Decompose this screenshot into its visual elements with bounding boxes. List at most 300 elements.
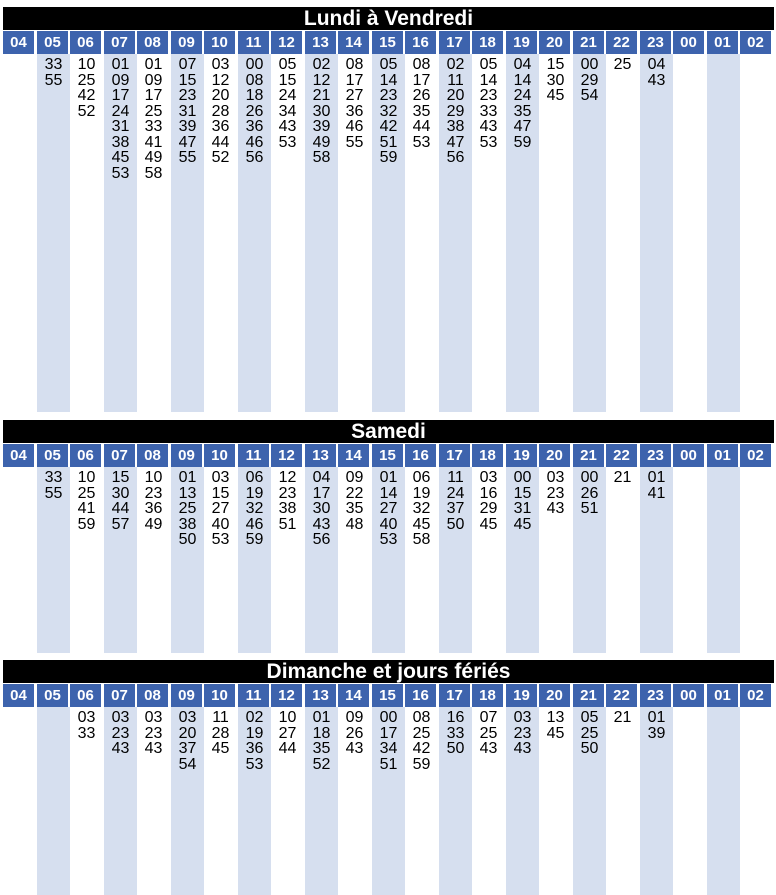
hour-label: 13 <box>305 31 336 54</box>
hour-label: 05 <box>37 31 68 54</box>
departure-minute: 11 <box>447 71 464 89</box>
hour-label: 13 <box>305 444 336 467</box>
departure-minute: 23 <box>513 724 532 742</box>
departure-minute: 53 <box>379 531 398 548</box>
departure-minute: 28 <box>211 102 230 120</box>
departure-minute: 03 <box>211 56 230 73</box>
hour-column <box>539 54 572 412</box>
departure-minute: 54 <box>178 755 197 773</box>
hour-column <box>171 467 204 653</box>
departure-minute: 38 <box>278 500 297 517</box>
departure-minute: 00 <box>580 56 599 73</box>
departure-minute: 38 <box>111 133 130 151</box>
departure-minute: 29 <box>446 102 465 120</box>
departure-minute: 43 <box>144 740 163 757</box>
hour-column <box>305 54 338 412</box>
departure-minute: 45 <box>479 515 498 533</box>
hour-label: 17 <box>439 444 470 467</box>
departure-minute: 09 <box>144 71 163 89</box>
departure-minute: 22 <box>345 484 364 502</box>
departure-minute: 12 <box>312 71 331 89</box>
hour-header-row <box>3 684 774 707</box>
departure-minute: 17 <box>345 71 364 89</box>
hour-column <box>640 707 673 895</box>
hour-label: 12 <box>271 444 302 467</box>
section-title: Dimanche et jours fériés <box>3 660 774 683</box>
departure-minute: 19 <box>245 484 264 502</box>
departure-minute: 25 <box>144 102 163 120</box>
hour-column <box>3 707 36 895</box>
hour-label: 14 <box>338 444 369 467</box>
departure-minute: 43 <box>546 500 565 517</box>
departure-minute: 03 <box>211 469 230 486</box>
departure-minute: 31 <box>513 500 532 517</box>
departure-minute: 26 <box>245 102 264 120</box>
hour-label: 12 <box>271 31 302 54</box>
hour-label: 01 <box>707 444 738 467</box>
departure-minute: 40 <box>211 515 230 533</box>
departure-minute: 32 <box>412 500 431 517</box>
minutes-grid <box>3 707 774 895</box>
departure-minute: 45 <box>546 87 565 104</box>
departure-minute: 33 <box>479 102 498 120</box>
hour-column <box>573 467 606 653</box>
departure-minute: 39 <box>312 118 331 135</box>
departure-minute: 16 <box>479 484 498 502</box>
departure-minute: 49 <box>144 149 163 166</box>
hour-column <box>3 54 36 412</box>
departure-minute: 20 <box>211 87 230 104</box>
departure-minute: 55 <box>345 133 364 151</box>
hour-column <box>70 707 103 895</box>
departure-minute: 09 <box>111 71 130 89</box>
departure-minute: 27 <box>278 724 297 742</box>
hour-column <box>338 467 371 653</box>
departure-minute: 53 <box>111 164 130 182</box>
departure-minute: 15 <box>546 56 565 73</box>
hour-label: 01 <box>707 684 738 707</box>
departure-minute: 12 <box>211 71 230 89</box>
hour-label: 10 <box>204 444 235 467</box>
departure-minute: 53 <box>245 755 264 773</box>
departure-minute: 30 <box>111 484 130 502</box>
hour-label: 09 <box>171 444 202 467</box>
departure-minute: 47 <box>513 118 532 135</box>
departure-minute: 59 <box>412 755 431 773</box>
departure-minute: 49 <box>312 133 331 151</box>
departure-minute: 55 <box>44 484 63 502</box>
hour-column <box>271 467 304 653</box>
hour-column <box>305 707 338 895</box>
departure-minute: 08 <box>345 56 364 73</box>
departure-minute: 44 <box>278 740 297 757</box>
departure-minute: 03 <box>111 709 130 726</box>
departure-minute: 41 <box>144 133 163 151</box>
hour-label: 14 <box>338 684 369 707</box>
hour-label: 08 <box>137 444 168 467</box>
hour-column <box>673 467 706 653</box>
departure-minute: 25 <box>178 500 197 517</box>
departure-minute: 04 <box>312 469 331 486</box>
departure-minute: 45 <box>111 149 130 166</box>
departure-minute: 01 <box>144 56 163 73</box>
hour-label: 10 <box>204 31 235 54</box>
hour-column <box>171 54 204 412</box>
departure-minute: 59 <box>77 515 96 533</box>
hour-label: 19 <box>506 31 537 54</box>
hour-label: 23 <box>640 31 671 54</box>
departure-minute: 17 <box>379 724 398 742</box>
hour-label: 23 <box>640 444 671 467</box>
departure-minute: 50 <box>580 740 599 757</box>
departure-minute: 51 <box>580 500 599 517</box>
departure-minute: 03 <box>77 709 96 726</box>
hour-column <box>137 54 170 412</box>
departure-minute: 06 <box>245 469 264 486</box>
departure-minute: 13 <box>178 484 197 502</box>
departure-minute: 04 <box>647 56 666 73</box>
departure-minute: 24 <box>446 484 465 502</box>
departure-minute: 43 <box>111 740 130 757</box>
hour-column <box>506 467 539 653</box>
departure-minute: 15 <box>513 484 532 502</box>
hour-label: 16 <box>405 444 436 467</box>
hour-column <box>204 54 237 412</box>
departure-minute: 08 <box>245 71 264 89</box>
hour-column <box>204 467 237 653</box>
departure-minute: 10 <box>144 469 163 486</box>
departure-minute: 23 <box>144 724 163 742</box>
hour-label: 07 <box>104 31 135 54</box>
departure-minute: 42 <box>412 740 431 757</box>
hour-label: 05 <box>37 684 68 707</box>
hour-column <box>707 467 740 653</box>
hour-label: 00 <box>673 31 704 54</box>
departure-minute: 02 <box>245 709 264 726</box>
departure-minute: 15 <box>278 71 297 89</box>
hour-column <box>137 707 170 895</box>
departure-minute: 21 <box>312 87 331 104</box>
departure-minute: 47 <box>446 133 465 151</box>
departure-minute: 52 <box>211 149 230 166</box>
hour-label: 17 <box>439 31 470 54</box>
departure-minute: 27 <box>379 500 398 517</box>
departure-minute: 33 <box>77 724 96 742</box>
departure-minute: 33 <box>44 56 63 73</box>
departure-minute: 23 <box>479 87 498 104</box>
hour-column <box>472 467 505 653</box>
section-title: Lundi à Vendredi <box>3 7 774 30</box>
hour-label: 09 <box>171 684 202 707</box>
departure-minute: 27 <box>345 87 364 104</box>
departure-minute: 24 <box>513 87 532 104</box>
hour-label: 21 <box>573 444 604 467</box>
hour-label: 00 <box>673 684 704 707</box>
section-weekdays <box>3 7 774 412</box>
departure-minute: 43 <box>345 740 364 757</box>
hour-column <box>707 707 740 895</box>
departure-minute: 33 <box>144 118 163 135</box>
departure-minute: 15 <box>111 469 130 486</box>
departure-minute: 51 <box>278 515 297 533</box>
departure-minute: 09 <box>345 469 364 486</box>
departure-minute: 51 <box>379 755 398 773</box>
hour-column <box>70 54 103 412</box>
hour-column <box>439 54 472 412</box>
hour-column <box>372 467 405 653</box>
departure-minute: 36 <box>345 102 364 120</box>
hour-label: 21 <box>573 684 604 707</box>
hour-label: 05 <box>37 444 68 467</box>
departure-minute: 45 <box>211 740 230 757</box>
departure-minute: 50 <box>446 515 465 533</box>
departure-minute: 54 <box>580 87 599 104</box>
hour-column <box>338 707 371 895</box>
departure-minute: 50 <box>178 531 197 548</box>
departure-minute: 11 <box>212 709 229 726</box>
departure-minute: 10 <box>278 709 297 726</box>
departure-minute: 48 <box>345 515 364 533</box>
hour-label: 18 <box>472 684 503 707</box>
hour-column <box>137 467 170 653</box>
hour-label: 02 <box>740 444 771 467</box>
hour-label: 04 <box>3 31 34 54</box>
hour-label: 19 <box>506 684 537 707</box>
hour-column <box>37 707 70 895</box>
hour-header-row <box>3 444 774 467</box>
departure-minute: 46 <box>245 133 264 151</box>
section-saturday <box>3 420 774 653</box>
hour-label: 15 <box>372 31 403 54</box>
departure-minute: 44 <box>111 500 130 517</box>
hour-label: 08 <box>137 31 168 54</box>
departure-minute: 56 <box>446 149 465 166</box>
departure-minute: 37 <box>446 500 465 517</box>
departure-minute: 42 <box>379 118 398 135</box>
hour-label: 07 <box>104 684 135 707</box>
departure-minute: 47 <box>178 133 197 151</box>
hour-column <box>506 707 539 895</box>
departure-minute: 18 <box>245 87 264 104</box>
departure-minute: 44 <box>412 118 431 135</box>
departure-minute: 12 <box>278 469 297 486</box>
departure-minute: 43 <box>647 71 666 89</box>
departure-minute: 58 <box>144 164 163 182</box>
departure-minute: 23 <box>546 484 565 502</box>
hour-label: 07 <box>104 444 135 467</box>
hour-label: 20 <box>539 444 570 467</box>
hour-label: 12 <box>271 684 302 707</box>
hour-label: 18 <box>472 31 503 54</box>
departure-minute: 03 <box>144 709 163 726</box>
departure-minute: 43 <box>278 118 297 135</box>
departure-minute: 53 <box>412 133 431 151</box>
departure-minute: 29 <box>580 71 599 89</box>
hour-header-row <box>3 31 774 54</box>
departure-minute: 45 <box>546 724 565 742</box>
departure-minute: 55 <box>178 149 197 166</box>
hour-column <box>539 707 572 895</box>
departure-minute: 32 <box>379 102 398 120</box>
departure-minute: 01 <box>111 56 130 73</box>
departure-minute: 06 <box>412 469 431 486</box>
hour-column <box>740 54 773 412</box>
departure-minute: 25 <box>77 484 96 502</box>
hour-label: 22 <box>606 684 637 707</box>
departure-minute: 57 <box>111 515 130 533</box>
departure-minute: 36 <box>245 118 264 135</box>
hour-column <box>238 707 271 895</box>
departure-minute: 07 <box>178 56 197 73</box>
hour-column <box>271 707 304 895</box>
hour-column <box>238 54 271 412</box>
departure-minute: 23 <box>379 87 398 104</box>
departure-minute: 44 <box>211 133 230 151</box>
departure-minute: 14 <box>479 71 498 89</box>
departure-minute: 50 <box>446 740 465 757</box>
hour-column <box>439 467 472 653</box>
departure-minute: 11 <box>447 469 464 486</box>
departure-minute: 34 <box>379 740 398 757</box>
hour-column <box>673 707 706 895</box>
hour-column <box>372 707 405 895</box>
departure-minute: 25 <box>613 56 632 73</box>
departure-minute: 41 <box>77 500 96 517</box>
hour-column <box>3 467 36 653</box>
hour-column <box>104 467 137 653</box>
departure-minute: 35 <box>412 102 431 120</box>
minutes-grid <box>3 54 774 412</box>
hour-label: 16 <box>405 684 436 707</box>
hour-label: 11 <box>238 684 269 707</box>
hour-column <box>305 467 338 653</box>
departure-minute: 36 <box>144 500 163 517</box>
hour-column <box>271 54 304 412</box>
departure-minute: 26 <box>412 87 431 104</box>
departure-minute: 30 <box>312 102 331 120</box>
hour-label: 13 <box>305 684 336 707</box>
hour-column <box>606 54 639 412</box>
hour-column <box>606 467 639 653</box>
departure-minute: 31 <box>178 102 197 120</box>
hour-column <box>740 467 773 653</box>
departure-minute: 58 <box>412 531 431 548</box>
departure-minute: 01 <box>647 709 666 726</box>
departure-minute: 45 <box>412 515 431 533</box>
departure-minute: 23 <box>278 484 297 502</box>
departure-minute: 24 <box>111 102 130 120</box>
departure-minute: 36 <box>211 118 230 135</box>
hour-column <box>104 54 137 412</box>
departure-minute: 05 <box>479 56 498 73</box>
hour-label: 20 <box>539 31 570 54</box>
departure-minute: 52 <box>77 102 96 120</box>
departure-minute: 00 <box>513 469 532 486</box>
departure-minute: 19 <box>412 484 431 502</box>
hour-label: 15 <box>372 684 403 707</box>
hour-label: 11 <box>238 31 269 54</box>
departure-minute: 23 <box>178 87 197 104</box>
departure-minute: 00 <box>245 56 264 73</box>
departure-minute: 21 <box>613 469 632 486</box>
departure-minute: 40 <box>379 515 398 533</box>
departure-minute: 08 <box>412 56 431 73</box>
hour-column <box>573 54 606 412</box>
departure-minute: 08 <box>412 709 431 726</box>
departure-minute: 30 <box>312 500 331 517</box>
hour-label: 06 <box>70 31 101 54</box>
departure-minute: 03 <box>479 469 498 486</box>
hour-label: 18 <box>472 444 503 467</box>
departure-minute: 17 <box>111 87 130 104</box>
hour-column <box>673 54 706 412</box>
departure-minute: 14 <box>379 71 398 89</box>
hour-column <box>640 54 673 412</box>
departure-minute: 00 <box>379 709 398 726</box>
departure-minute: 23 <box>144 484 163 502</box>
departure-minute: 17 <box>412 71 431 89</box>
departure-minute: 10 <box>77 469 96 486</box>
departure-minute: 17 <box>312 484 331 502</box>
departure-minute: 01 <box>178 469 197 486</box>
departure-minute: 24 <box>278 87 297 104</box>
hour-label: 22 <box>606 31 637 54</box>
hour-label: 04 <box>3 684 34 707</box>
departure-minute: 32 <box>245 500 264 517</box>
hour-label: 06 <box>70 444 101 467</box>
departure-minute: 35 <box>345 500 364 517</box>
hour-column <box>238 467 271 653</box>
departure-minute: 28 <box>211 724 230 742</box>
hour-column <box>405 467 438 653</box>
departure-minute: 00 <box>580 469 599 486</box>
departure-minute: 03 <box>513 709 532 726</box>
hour-column <box>37 54 70 412</box>
departure-minute: 53 <box>278 133 297 151</box>
departure-minute: 56 <box>245 149 264 166</box>
departure-minute: 36 <box>245 740 264 757</box>
departure-minute: 35 <box>513 102 532 120</box>
hour-column <box>204 707 237 895</box>
departure-minute: 03 <box>546 469 565 486</box>
hour-label: 09 <box>171 31 202 54</box>
section-sunday-holidays <box>3 660 774 895</box>
hour-column <box>573 707 606 895</box>
departure-minute: 42 <box>77 87 96 104</box>
departure-minute: 17 <box>144 87 163 104</box>
section-title: Samedi <box>3 420 774 443</box>
departure-minute: 37 <box>178 740 197 757</box>
departure-minute: 19 <box>245 724 264 742</box>
departure-minute: 55 <box>44 71 63 89</box>
hour-label: 04 <box>3 444 34 467</box>
departure-minute: 18 <box>312 724 331 742</box>
departure-minute: 31 <box>111 118 130 135</box>
departure-minute: 01 <box>647 469 666 486</box>
departure-minute: 33 <box>44 469 63 486</box>
hour-column <box>439 707 472 895</box>
departure-minute: 38 <box>178 515 197 533</box>
departure-minute: 52 <box>312 755 331 773</box>
departure-minute: 04 <box>513 56 532 73</box>
departure-minute: 10 <box>77 56 96 73</box>
departure-minute: 49 <box>144 515 163 533</box>
departure-minute: 07 <box>479 709 498 726</box>
departure-minute: 53 <box>211 531 230 548</box>
departure-minute: 39 <box>647 724 666 742</box>
departure-minute: 45 <box>513 515 532 533</box>
departure-minute: 21 <box>613 709 632 726</box>
